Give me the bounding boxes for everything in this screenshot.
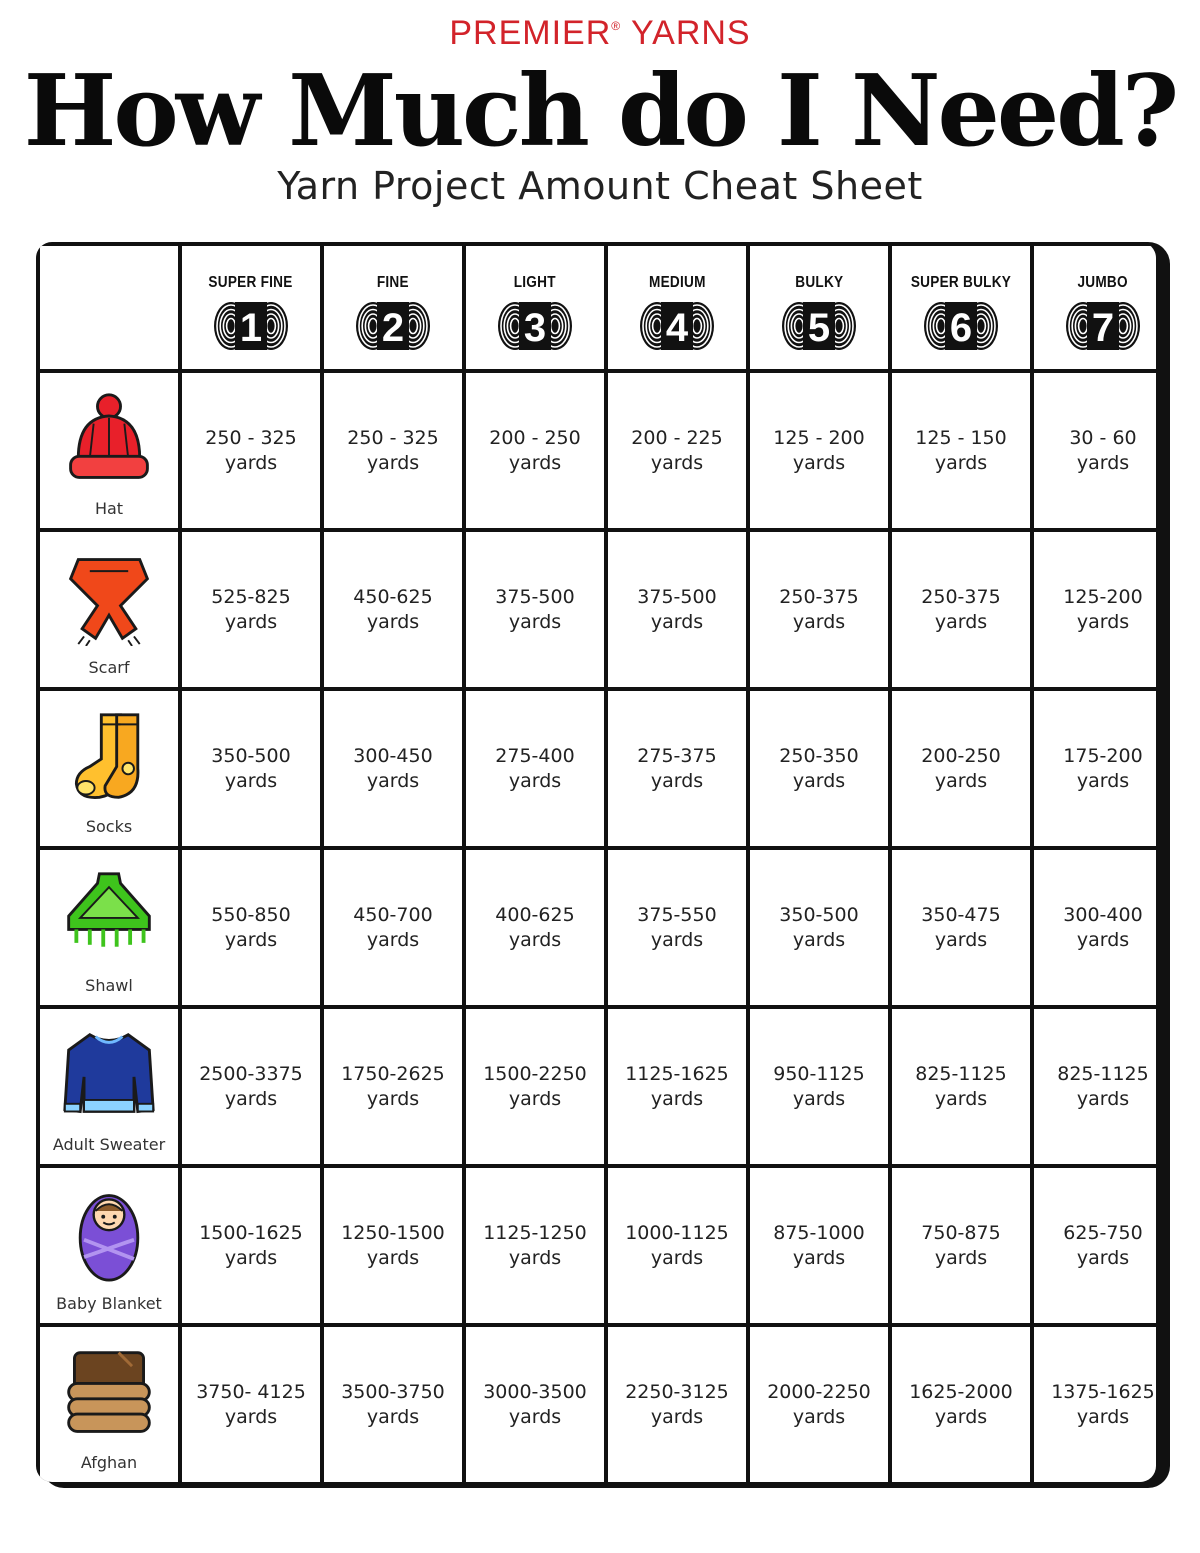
amount-unit: yards bbox=[224, 928, 278, 951]
amount-cell bbox=[324, 1009, 462, 1164]
amount-cell bbox=[892, 1327, 1030, 1482]
amount-unit: yards bbox=[934, 1246, 988, 1269]
amount-cell bbox=[608, 850, 746, 1005]
amount-unit: yards bbox=[934, 610, 988, 633]
project-cell-adult-sweater bbox=[40, 1009, 178, 1164]
amount-range: 350-500 bbox=[211, 744, 291, 767]
amount-unit: yards bbox=[1076, 1405, 1130, 1428]
amount-range: 550-850 bbox=[211, 903, 291, 926]
amount-range: 250-375 bbox=[921, 585, 1001, 608]
amount-range: 750-875 bbox=[921, 1221, 1001, 1244]
amount-range: 3000-3500 bbox=[483, 1380, 587, 1403]
amount-range: 275-375 bbox=[637, 744, 717, 767]
project-label: Adult Sweater bbox=[52, 1135, 166, 1154]
corner-cell bbox=[40, 246, 178, 369]
amount-cell bbox=[892, 850, 1030, 1005]
yarn-weight-skein-icon bbox=[1063, 300, 1143, 352]
yarn-weight-skein-icon bbox=[637, 300, 717, 352]
amount-cell bbox=[324, 1327, 462, 1482]
amount-range: 250-350 bbox=[779, 744, 859, 767]
amount-range: 350-500 bbox=[779, 903, 859, 926]
amount-range: 125 - 150 bbox=[915, 426, 1007, 449]
amount-range: 1125-1250 bbox=[483, 1221, 587, 1244]
yarn-amount-table bbox=[36, 242, 1156, 1482]
weight-label: LIGHT bbox=[513, 274, 557, 291]
amount-unit: yards bbox=[224, 1405, 278, 1428]
amount-cell bbox=[750, 691, 888, 846]
amount-range: 375-500 bbox=[637, 585, 717, 608]
amount-range: 1500-2250 bbox=[483, 1062, 587, 1085]
amount-unit: yards bbox=[650, 610, 704, 633]
amount-range: 1625-2000 bbox=[909, 1380, 1013, 1403]
amount-range: 875-1000 bbox=[773, 1221, 865, 1244]
project-cell-baby-blanket bbox=[40, 1168, 178, 1323]
amount-unit: yards bbox=[224, 610, 278, 633]
amount-cell bbox=[608, 1327, 746, 1482]
amount-cell bbox=[608, 1009, 746, 1164]
weight-label: SUPER FINE bbox=[208, 274, 294, 291]
amount-unit: yards bbox=[366, 610, 420, 633]
amount-cell bbox=[466, 1009, 604, 1164]
yarn-weight-skein-icon bbox=[211, 300, 291, 352]
amount-unit: yards bbox=[1076, 1246, 1130, 1269]
yarn-weight-number: 2 bbox=[381, 306, 405, 350]
amount-range: 250 - 325 bbox=[347, 426, 439, 449]
amount-unit: yards bbox=[366, 1405, 420, 1428]
yarn-weight-number: 3 bbox=[523, 306, 547, 350]
amount-range: 1250-1500 bbox=[341, 1221, 445, 1244]
amount-unit: yards bbox=[650, 928, 704, 951]
amount-range: 825-1125 bbox=[1057, 1062, 1149, 1085]
weight-header-6 bbox=[892, 246, 1030, 369]
amount-cell bbox=[1034, 1009, 1156, 1164]
weight-label: JUMBO bbox=[1077, 274, 1129, 291]
amount-range: 125 - 200 bbox=[773, 426, 865, 449]
amount-cell bbox=[324, 532, 462, 687]
amount-cell bbox=[892, 373, 1030, 528]
amount-unit: yards bbox=[508, 1246, 562, 1269]
amount-cell bbox=[324, 691, 462, 846]
amount-cell bbox=[466, 1327, 604, 1482]
project-label: Scarf bbox=[88, 658, 130, 677]
project-label: Shawl bbox=[85, 976, 133, 995]
amount-unit: yards bbox=[1076, 928, 1130, 951]
amount-cell bbox=[182, 1168, 320, 1323]
amount-unit: yards bbox=[792, 610, 846, 633]
amount-cell bbox=[750, 1168, 888, 1323]
amount-unit: yards bbox=[366, 1087, 420, 1110]
amount-unit: yards bbox=[792, 1405, 846, 1428]
amount-range: 625-750 bbox=[1063, 1221, 1143, 1244]
amount-cell bbox=[750, 1327, 888, 1482]
project-cell-socks bbox=[40, 691, 178, 846]
amount-unit: yards bbox=[508, 769, 562, 792]
amount-unit: yards bbox=[934, 1405, 988, 1428]
amount-cell bbox=[892, 691, 1030, 846]
project-label: Socks bbox=[85, 817, 133, 836]
amount-unit: yards bbox=[508, 610, 562, 633]
yarn-weight-number: 1 bbox=[239, 306, 263, 350]
sweater-icon bbox=[61, 1027, 157, 1123]
amount-unit: yards bbox=[224, 451, 278, 474]
amount-cell bbox=[466, 691, 604, 846]
project-label: Baby Blanket bbox=[56, 1294, 162, 1313]
amount-cell bbox=[750, 532, 888, 687]
amount-cell bbox=[608, 532, 746, 687]
brand-logo bbox=[0, 14, 1200, 53]
amount-cell bbox=[182, 691, 320, 846]
amount-unit: yards bbox=[224, 1087, 278, 1110]
amount-range: 3500-3750 bbox=[341, 1380, 445, 1403]
amount-range: 1375-1625 bbox=[1051, 1380, 1155, 1403]
scarf-icon bbox=[61, 550, 157, 646]
amount-cell bbox=[324, 850, 462, 1005]
amount-cell bbox=[1034, 373, 1156, 528]
amount-unit: yards bbox=[1076, 610, 1130, 633]
project-cell-shawl bbox=[40, 850, 178, 1005]
amount-unit: yards bbox=[366, 928, 420, 951]
registered-mark: ® bbox=[611, 19, 622, 33]
amount-cell bbox=[182, 532, 320, 687]
amount-unit: yards bbox=[224, 769, 278, 792]
amount-cell bbox=[892, 532, 1030, 687]
amount-unit: yards bbox=[508, 1405, 562, 1428]
yarn-weight-number: 5 bbox=[807, 306, 831, 350]
hat-icon bbox=[61, 391, 157, 487]
amount-unit: yards bbox=[508, 928, 562, 951]
amount-range: 175-200 bbox=[1063, 744, 1143, 767]
amount-unit: yards bbox=[792, 1246, 846, 1269]
weight-header-1 bbox=[182, 246, 320, 369]
amount-unit: yards bbox=[1076, 451, 1130, 474]
page-subtitle: Yarn Project Amount Cheat Sheet bbox=[277, 164, 923, 208]
weight-label: FINE bbox=[376, 274, 410, 291]
amount-unit: yards bbox=[650, 451, 704, 474]
amount-cell bbox=[892, 1009, 1030, 1164]
amount-range: 1000-1125 bbox=[625, 1221, 729, 1244]
amount-unit: yards bbox=[934, 928, 988, 951]
amount-cell bbox=[608, 373, 746, 528]
amount-unit: yards bbox=[650, 1405, 704, 1428]
amount-cell bbox=[182, 1009, 320, 1164]
amount-range: 2250-3125 bbox=[625, 1380, 729, 1403]
amount-range: 200-250 bbox=[921, 744, 1001, 767]
amount-unit: yards bbox=[508, 1087, 562, 1110]
amount-range: 300-400 bbox=[1063, 903, 1143, 926]
amount-range: 375-550 bbox=[637, 903, 717, 926]
project-cell-hat bbox=[40, 373, 178, 528]
project-cell-scarf bbox=[40, 532, 178, 687]
amount-unit: yards bbox=[792, 451, 846, 474]
amount-unit: yards bbox=[366, 1246, 420, 1269]
amount-range: 300-450 bbox=[353, 744, 433, 767]
amount-range: 2000-2250 bbox=[767, 1380, 871, 1403]
amount-cell bbox=[182, 850, 320, 1005]
weight-header-2 bbox=[324, 246, 462, 369]
amount-cell bbox=[182, 373, 320, 528]
amount-cell bbox=[750, 850, 888, 1005]
amount-range: 450-625 bbox=[353, 585, 433, 608]
amount-cell bbox=[1034, 1327, 1156, 1482]
weight-label: BULKY bbox=[794, 274, 844, 291]
amount-range: 950-1125 bbox=[773, 1062, 865, 1085]
weight-header-4 bbox=[608, 246, 746, 369]
amount-range: 200 - 250 bbox=[489, 426, 581, 449]
amount-cell bbox=[466, 850, 604, 1005]
amount-cell bbox=[466, 1168, 604, 1323]
amount-unit: yards bbox=[934, 769, 988, 792]
amount-range: 125-200 bbox=[1063, 585, 1143, 608]
shawl-icon bbox=[61, 868, 157, 964]
page-title: How Much do I Need? bbox=[23, 54, 1177, 169]
amount-unit: yards bbox=[508, 451, 562, 474]
amount-range: 200 - 225 bbox=[631, 426, 723, 449]
amount-unit: yards bbox=[224, 1246, 278, 1269]
baby-blanket-icon bbox=[61, 1186, 157, 1282]
yarn-weight-number: 4 bbox=[665, 306, 689, 350]
amount-unit: yards bbox=[650, 1246, 704, 1269]
weight-label: SUPER BULKY bbox=[910, 274, 1012, 291]
project-label: Afghan bbox=[80, 1453, 138, 1472]
weight-header-7 bbox=[1034, 246, 1156, 369]
amount-cell bbox=[1034, 850, 1156, 1005]
amount-range: 250-375 bbox=[779, 585, 859, 608]
yarn-weight-skein-icon bbox=[921, 300, 1001, 352]
amount-unit: yards bbox=[650, 769, 704, 792]
weight-header-5 bbox=[750, 246, 888, 369]
amount-range: 450-700 bbox=[353, 903, 433, 926]
amount-cell bbox=[324, 373, 462, 528]
amount-range: 400-625 bbox=[495, 903, 575, 926]
amount-cell bbox=[466, 373, 604, 528]
yarn-weight-skein-icon bbox=[353, 300, 433, 352]
amount-cell bbox=[466, 532, 604, 687]
amount-unit: yards bbox=[1076, 769, 1130, 792]
yarn-weight-skein-icon bbox=[779, 300, 859, 352]
project-label: Hat bbox=[94, 499, 124, 518]
amount-cell bbox=[1034, 691, 1156, 846]
amount-unit: yards bbox=[1076, 1087, 1130, 1110]
amount-cell bbox=[1034, 532, 1156, 687]
socks-icon bbox=[61, 709, 157, 805]
amount-unit: yards bbox=[934, 451, 988, 474]
amount-cell bbox=[608, 1168, 746, 1323]
amount-range: 375-500 bbox=[495, 585, 575, 608]
brand-name: PREMIER bbox=[449, 14, 612, 52]
amount-range: 350-475 bbox=[921, 903, 1001, 926]
amount-range: 3750- 4125 bbox=[196, 1380, 306, 1403]
amount-range: 2500-3375 bbox=[199, 1062, 303, 1085]
amount-unit: yards bbox=[792, 1087, 846, 1110]
amount-range: 250 - 325 bbox=[205, 426, 297, 449]
project-cell-afghan bbox=[40, 1327, 178, 1482]
yarn-weight-skein-icon bbox=[495, 300, 575, 352]
amount-cell bbox=[1034, 1168, 1156, 1323]
amount-unit: yards bbox=[792, 928, 846, 951]
amount-range: 1500-1625 bbox=[199, 1221, 303, 1244]
yarn-weight-number: 6 bbox=[949, 306, 973, 350]
amount-cell bbox=[608, 691, 746, 846]
amount-unit: yards bbox=[366, 769, 420, 792]
amount-cell bbox=[750, 1009, 888, 1164]
amount-range: 275-400 bbox=[495, 744, 575, 767]
amount-cell bbox=[750, 373, 888, 528]
amount-range: 825-1125 bbox=[915, 1062, 1007, 1085]
weight-header-3 bbox=[466, 246, 604, 369]
amount-range: 30 - 60 bbox=[1069, 426, 1137, 449]
amount-unit: yards bbox=[650, 1087, 704, 1110]
amount-unit: yards bbox=[934, 1087, 988, 1110]
weight-label: MEDIUM bbox=[648, 274, 706, 291]
afghan-icon bbox=[61, 1345, 157, 1441]
amount-cell bbox=[892, 1168, 1030, 1323]
amount-unit: yards bbox=[792, 769, 846, 792]
amount-cell bbox=[182, 1327, 320, 1482]
amount-unit: yards bbox=[366, 451, 420, 474]
yarn-weight-number: 7 bbox=[1091, 306, 1115, 350]
amount-range: 1750-2625 bbox=[341, 1062, 445, 1085]
amount-range: 1125-1625 bbox=[625, 1062, 729, 1085]
amount-range: 525-825 bbox=[211, 585, 291, 608]
brand-name-rest: YARNS bbox=[630, 14, 751, 52]
amount-cell bbox=[324, 1168, 462, 1323]
